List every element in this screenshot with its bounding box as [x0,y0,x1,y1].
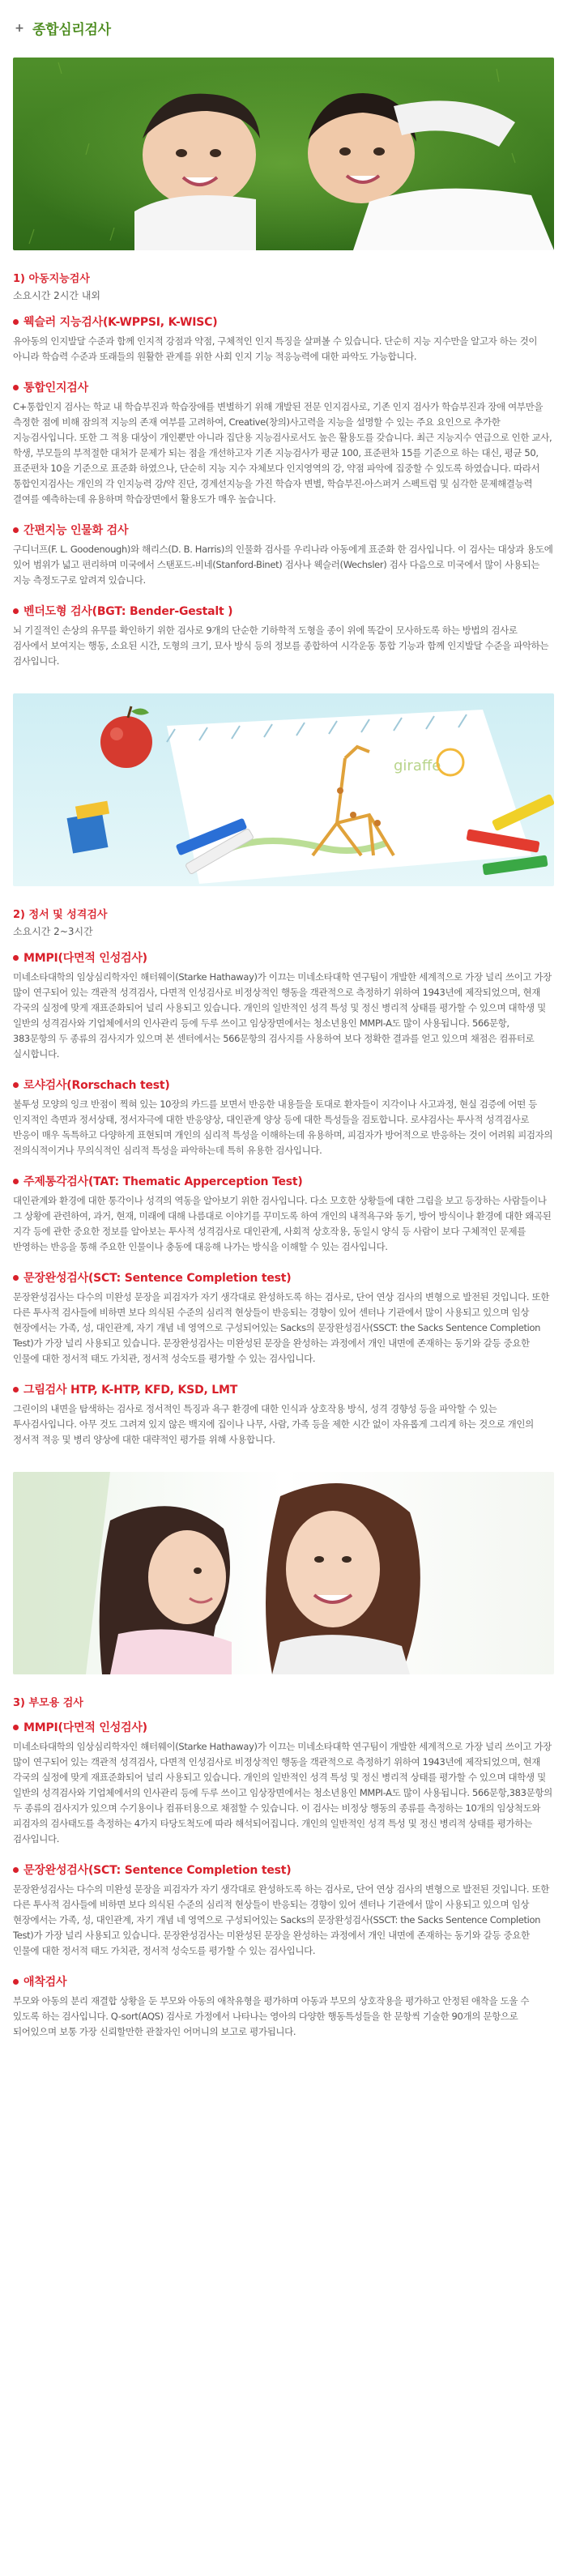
svg-text:giraffe: giraffe [394,757,441,774]
bullet-icon [13,608,19,614]
bullet-icon [13,955,19,961]
test-item [13,313,554,365]
bullet-icon [13,1387,19,1392]
section-title: 2) 정서 및 성격검사 [13,909,108,921]
section-subtitle: 소요시간 2~3시간 [13,926,93,937]
test-name: 문장완성검사(SCT: Sentence Completion test) [23,1272,292,1285]
bullet-icon [13,319,19,325]
bullet-icon [13,1725,19,1730]
test-name: 벤더도형 검사(BGT: Bender-Gestalt ) [23,605,233,618]
test-description: 미네소타대학의 임상심리학자인 해터웨이(Starke Hathaway)가 이끄는 미네소타대학 연구팀이 개발한 세계적으로 가장 널리 쓰이고 가장 많이 연구되어 있는 객관적 성격검사, 다면적 인성검사로 비정상적인 행동을 객관적으로 측정하기 위하여 1943년에 제작되었으며, 현재 각국의 실정에 맞게 재표준화되어 널리 사용되고 있습니다. 개인의 일반적인 성격 특성 및 정신 병리적 상태를 평가할 수 있으며 대학생 및 일반의 성격검사와 기업체에서의 인사관리 등에 두루 쓰이고 임상장면에서는 청소년용인 MMPI-A도 많이 사용됩니다. 566문항, 383문항의 두 종류의 검사지가 있으며 본 센터에서는 566문항의 검사지를 사용하여 보다 정확한 결과를 얻고 있으며 채점은 컴퓨터로 실시합니다. [13,971,552,1060]
page-title: 종합심리검사 [32,22,111,38]
test-description: 불투성 모양의 잉크 반점이 찍혀 있는 10장의 카드를 보면서 반응한 내용들을 토대로 환자들이 지각이나 사고과정, 현실 검증에 어떤 등 인지적인 측면과 정서상태, 정서자극에 대한 반응양상, 대인관계 양상 등에 대한 특성들을 검토합니다. 로샤검사는 투사적 성격검사로 반응이 매우 독특하고 다양하게 표현되며 개인의 심리적 특성을 이해하는데 유용하며, 피검자가 방어적으로 반응하는 것이 어려워 피검자의 전의식적이거나 무의식적인 심리적 특성을 파악하는데 특히 유용한 검사입니다. [13,1098,553,1156]
test-name: 로샤검사(Rorschach test) [23,1079,170,1092]
test-name: 웩슬러 지능검사(K-WPPSI, K-WISC) [23,316,218,329]
bullet-icon [13,1179,19,1184]
test-name: MMPI(다면적 인성검사) [23,1721,147,1734]
test-name: 문장완성검사(SCT: Sentence Completion test) [23,1864,292,1877]
test-item [13,522,554,588]
test-item [13,379,554,507]
test-item [13,1862,554,1959]
test-name: 통합인지검사 [23,382,88,395]
test-item [13,949,554,1062]
section-subtitle: 소요시간 2시간 내외 [13,290,101,301]
test-item [13,1973,554,2040]
test-item [13,1381,554,1448]
test-description: 문장완성검사는 다수의 미완성 문장을 피검자가 자기 생각대로 완성하도록 하는 검사로, 단어 연상 검사의 변형으로 발전된 것입니다. 또한 다른 투사적 검사들에 비하면 보다 의식된 수준의 심리적 현상들이 반응되는 경향이 있어 센터나 기관에서 많이 사용되고 있으며 임상 현장에서는 가족, 성, 대인관계, 자기 개념 네 영역으로 구성되어있는 Sacks의 문장완성검사(SSCT: the Sacks Sentence Completion Test)가 가장 널리 사용되고 있습니다. 문장완성검사는 미완성된 문장을 완성하는 과정에서 개인 내면에 존재하는 동기와 갈등 중요한 인물에 대한 정서적 태도 가치관, 정서적 성숙도를 평가할 수 있는 검사입니다. [13,1291,549,1364]
test-description: 대인관계와 환경에 대한 통각이나 성격의 역동을 알아보기 위한 검사입니다. 다소 모호한 상황들에 대한 그림을 보고 등장하는 사람들이나 그 상황에 관련하여, 과거, 현재, 미래에 대해 나름대로 이야기를 꾸미도록 하여 개인의 내적욕구와 동기, 방어 방식이나 환경에 대한 왜곡된 지각 등에 관한 중요한 정보를 알아보는 투사적 성격검사로 대인관계, 사회적 상호작용, 동일시 양식 등 사람이 보다 구체적인 문제를 반영하는 반응을 통해 주요한 인물이나 충동에 대응해 나가는 방식을 이해할 수 있는 검사입니다. [13,1195,552,1252]
bullet-icon [13,1275,19,1281]
test-item [13,1719,554,1847]
test-description: 뇌 기질적인 손상의 유무를 확인하기 위한 검사로 9개의 단순한 기하학적 도형을 종이 위에 똑같이 모사하도록 하는 방법의 검사로 검사에서 보여지는 행동, 소요된 시간, 도형의 크기, 묘사 방식 등의 정보를 종합하여 시각운동 통합 기능과 함께 인지발달 수준을 파악하는 검사입니다. [13,625,549,667]
test-name: 주제통각검사(TAT: Thematic Apperception Test) [23,1175,303,1188]
test-description: 그린이의 내면을 탐색하는 검사로 정서적인 특징과 욕구 환경에 대한 인식과 상호작용 방식, 성격 경향성 등을 파악할 수 있는 투사검사입니다. 아무 것도 그려져 있지 않은 백지에 집이나 나무, 사람, 가족 등을 제한 시간 없이 자유롭게 그리게 하는 것으로 개인의 정서적 적응 및 병리 양상에 대한 대략적인 평가를 위해 사용합니다. [13,1403,534,1445]
test-item [13,603,554,669]
test-description: 문장완성검사는 다수의 미완성 문장을 피검자가 자기 생각대로 완성하도록 하는 검사로, 단어 연상 검사의 변형으로 발전된 것입니다. 또한 다른 투사적 검사들에 비하면 보다 의식된 수준의 심리적 현상들이 반응되는 경향이 있어 센터나 기관에서 많이 사용되고 있으며 임상 현장에서는 가족, 성, 대인관계, 자기 개념 네 영역으로 구성되어있는 Sacks의 문장완성검사(SSCT: the Sacks Sentence Completion Test)가 가장 널리 사용되고 있습니다. 문장완성검사는 미완성된 문장을 완성하는 과정에서 개인 내면에 존재하는 동기와 갈등 중요한 인물에 대한 정서적 태도 가치관, 정서적 성숙도를 평가할 수 있는 검사입니다. [13,1883,549,1956]
bullet-icon [13,1082,19,1088]
test-description: C+통합인지 검사는 학교 내 학습부진과 학습장애를 변별하기 위해 개발된 전문 인지검사로, 기존 인지 검사가 학습부진과 장애 여부만을 측정한 점에 비해 잠의적 지능의 존재 여부를 고려하여, Creative(창의)사고력을 지능을 설명할 수 있는 주요 요인으로 추가한 지능검사입니다. 또한 그 적용 대상이 개인뿐만 아니라 집단용 지능검사로서도 높은 활용도를 갖습니다. 최근 지능지수 연급으로 인한 교사, 학생, 부모들의 부적절한 대처가 문제가 되는 점을 개선하고자 기존 지능검사가 평균 100, 표준편차 15를 기준으로 하는 대신, 평균 50, 표준편차 10을 기준으로 표준화 하였으나, 단순히 지능 지수 자체보다 인지영역의 강, 약점 파악에 집중할 수 있도록 하였습니다. 따라서 통합인지검사는 개인의 각 인지능력 강/약 진단, 경계선지능을 가진 학습자 변별, 학습부진-아스퍼거 스펙트럼 및 심각한 문제해결능력 결여를 예측하는데 유용하며 학습장면에서 활용도가 매우 높습니다. [13,401,552,505]
test-name: MMPI(다면적 인성검사) [23,952,147,965]
plus-icon: + [15,21,24,35]
test-description: 부모와 아동의 분리 재결합 상황을 둔 부모와 아동의 애착유형을 평가하며 아동과 부모의 상호작용을 평가하고 안정된 애착을 도울 수 있도록 하는 검사입니다. Q-sort(AQS) 검사로 가정에서 나타나는 영아의 다양한 행동특성들을 한 문항씩 기술한 90개의 문항으로 되어있으며 보통 가장 신뢰할만한 관찰자인 어머니의 보고로 평가됩니다. [13,1995,530,2037]
test-name: 간편지능 인물화 검사 [23,524,129,537]
test-name: 애착검사 [23,1976,67,1989]
test-item [13,1173,554,1255]
bullet-icon [13,527,19,533]
test-name: 그림검사 HTP, K-HTP, KFD, KSD, LMT [23,1384,238,1397]
mother-daughter-photo [13,1472,554,1674]
section-title: 3) 부모용 검사 [13,1697,83,1709]
bullet-icon [13,1979,19,1985]
children-on-grass-photo [13,58,554,250]
test-description: 구디너프(F. L. Goodenough)와 해리스(D. B. Harris)의 인물화 검사를 우리나라 아동에게 표준화 한 검사입니다. 이 검사는 대상과 용도에 있어 범위가 넓고 편리하며 미국에서 스탠포드-비네(Stanford-Binet) 검사나 웩슬러(Wechsler) 검사 다음으로 미국에서 많이 사용되는 지능 측정도구로 알려져 있습니다. [13,544,553,586]
test-description: 유아동의 인지발달 수준과 함께 인지적 강점과 약점, 구체적인 인지 특징을 살펴볼 수 있습니다. 단순히 지능 지수만을 알고자 하는 것이 아니라 학습력 수준과 또래들의 원활한 관계를 위한 사회 인지 기능 적응능력에 대한 파악도 가능합니다. [13,335,538,362]
bullet-icon [13,385,19,390]
bullet-icon [13,1867,19,1873]
test-description: 미네소타대학의 임상심리학자인 해터웨이(Starke Hathaway)가 이끄는 미네소타대학 연구팀이 개발한 세계적으로 가장 널리 쓰이고 가장 많이 연구되어 있는 객관적 성격검사, 다면적 인성검사로 비정상적인 행동을 객관적으로 측정하기 위하여 1943년에 제작되었으며, 현재 각국의 실정에 맞게 재표준화되어 널리 사용되고 있습니다. 개인의 일반적인 성격 특성 및 정신 병리적 상태를 평가할 수 있으며 대학생 및 일반의 성격검사와 기업체에서의 인사관리 등에 두루 쓰이고 임상장면에서는 청소년용인 MMPI-A도 많이 사용됩니다. 566문항,383문항의 두 종류의 검사지가 있으며 수기용이나 컴퓨터용으로 채점할 수 있습니다. 이 검사는 비정상 행동의 종류를 측정하는 10개의 임상척도와 피검자의 검사태도를 측정하는 4가지 타당도척도에 따라 해석되어집니다. 개인의 일반적인 성격 특성 및 정신 병리적 상태를 평가하는 검사입니다. [13,1741,552,1845]
test-item [13,1077,554,1158]
page-header [13,0,554,58]
crayon-drawing-photo [13,693,554,886]
section-title: 1) 아동지능검사 [13,273,90,285]
test-item [13,1269,554,1367]
